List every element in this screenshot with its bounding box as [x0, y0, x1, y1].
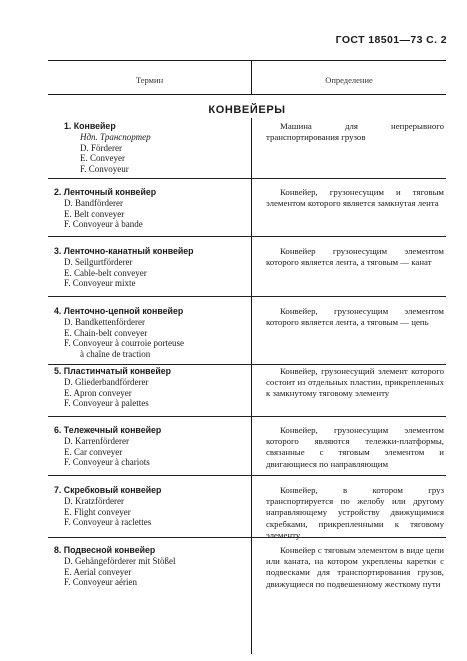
term-line: E. Chain-belt conveyer — [64, 327, 148, 338]
definition-5: Конвейер, грузонесущий элемент которого состоит из отдельных пластин, прикрепленных к замкнутому тяговому элементу — [266, 366, 444, 399]
row-separator — [48, 296, 446, 297]
page-header: ГОСТ 18501—73 С. 2 — [335, 34, 447, 46]
term-line: E. Apron conveyer — [64, 387, 132, 398]
term-line: F. Convoyeur aérien — [64, 577, 138, 588]
term-line: E. Aerial conveyer — [64, 566, 132, 577]
definition-2: Конвейер, грузонесущим и тяговым элементом которого является замкнутая лента — [266, 187, 444, 209]
term-name: 1. Конвейер — [64, 121, 116, 131]
term-line: D. Karrenförderer — [64, 435, 129, 446]
term-line: D. Bandkettenförderer — [64, 316, 145, 327]
row-separator — [48, 416, 446, 417]
row-separator — [48, 178, 446, 179]
term-name: 3. Ленточно-канатный конвейер — [54, 246, 194, 256]
term-line: E. Cable-belt conveyer — [64, 267, 147, 278]
term-name: 5. Пластинчатый конвейер — [54, 366, 172, 376]
term-line: F. Convoyeur mixte — [64, 278, 136, 289]
table-top-rule — [48, 60, 446, 61]
term-name: 2. Ленточный конвейер — [54, 187, 157, 197]
term-entry-5 — [54, 366, 244, 409]
term-line: E. Car conveyer — [64, 446, 123, 457]
term-entry-4 — [54, 306, 244, 360]
term-name: 6. Тележечный конвейер — [54, 425, 162, 435]
term-entry-6 — [54, 425, 244, 468]
term-name: 7. Скребковый конвейер — [54, 485, 162, 495]
term-line: D. Gliederbandförderer — [64, 376, 149, 387]
definition-7: Конвейер, в котором груз транспортируется по желобу или другому направляющему устройству движущимися скребками, прикрепленными к тяговому элементу — [266, 485, 444, 540]
term-line: E. Belt conveyer — [64, 208, 125, 219]
definition-1: Машина для непрерывного транспортирования грузов — [266, 121, 444, 143]
term-name: 8. Подвесной конвейер — [54, 545, 156, 555]
definition-6: Конвейер, грузонесущим элементом которого являются тележки-платформы, связанные с тяговым элементом и двигающиеся по направляющим — [266, 425, 444, 469]
column-header-definition: Определение — [325, 75, 373, 85]
table-header-rule — [48, 94, 446, 95]
term-line: E. Conveyer — [80, 153, 125, 164]
column-header-term: Термин — [135, 75, 164, 85]
term-entry-2 — [54, 187, 244, 230]
term-line: F. Convoyeur à bande — [64, 219, 143, 230]
row-separator — [48, 236, 446, 237]
term-line: D. Kratzförderer — [64, 495, 124, 506]
term-entry-8 — [54, 545, 244, 588]
row-separator — [48, 475, 446, 476]
term-entry-7 — [54, 485, 244, 528]
term-entry-1 — [54, 121, 244, 175]
definition-4: Конвейер, грузонесущим элементом которого является лента, а тяговым — цепь — [266, 306, 444, 328]
term-line: F. Convoyeur à raclettes — [64, 517, 152, 528]
definition-3: Конвейер грузонесущим элементом которого является лента, а тяговым — канат — [266, 246, 444, 268]
term-line: F. Convoyeur à palettes — [64, 398, 149, 409]
term-line: D. Förderer — [80, 142, 122, 153]
term-entry-3 — [54, 246, 244, 289]
section-title: КОНВЕЙЕРЫ — [208, 104, 286, 116]
term-line: D. Seilgurtförderer — [64, 256, 133, 267]
term-line: Ндп. Транспортер — [80, 131, 151, 142]
row-separator — [48, 537, 446, 538]
term-line: F. Convoyeur à chariots — [64, 457, 150, 468]
definition-8: Конвейер с тяговым элементом в виде цепи или каната, на котором укреплены каретки с подвесками для транспортирования грузов, движущиеся по подвешенному жесткому пути — [266, 545, 444, 589]
row-separator — [48, 364, 446, 365]
term-name: 4. Ленточно-цепной конвейер — [54, 306, 184, 316]
term-line: D. Gehängeförderer mit Stößel — [64, 555, 176, 566]
term-line: E. Flight conveyer — [64, 506, 131, 517]
term-line: à chaîne de traction — [80, 349, 151, 360]
term-line: F. Convoyeur — [80, 164, 129, 175]
term-line: D. Bandförderer — [64, 197, 123, 208]
column-divider-body — [251, 118, 252, 654]
term-line: F. Convoyeur à courroie porteuse — [64, 338, 184, 349]
